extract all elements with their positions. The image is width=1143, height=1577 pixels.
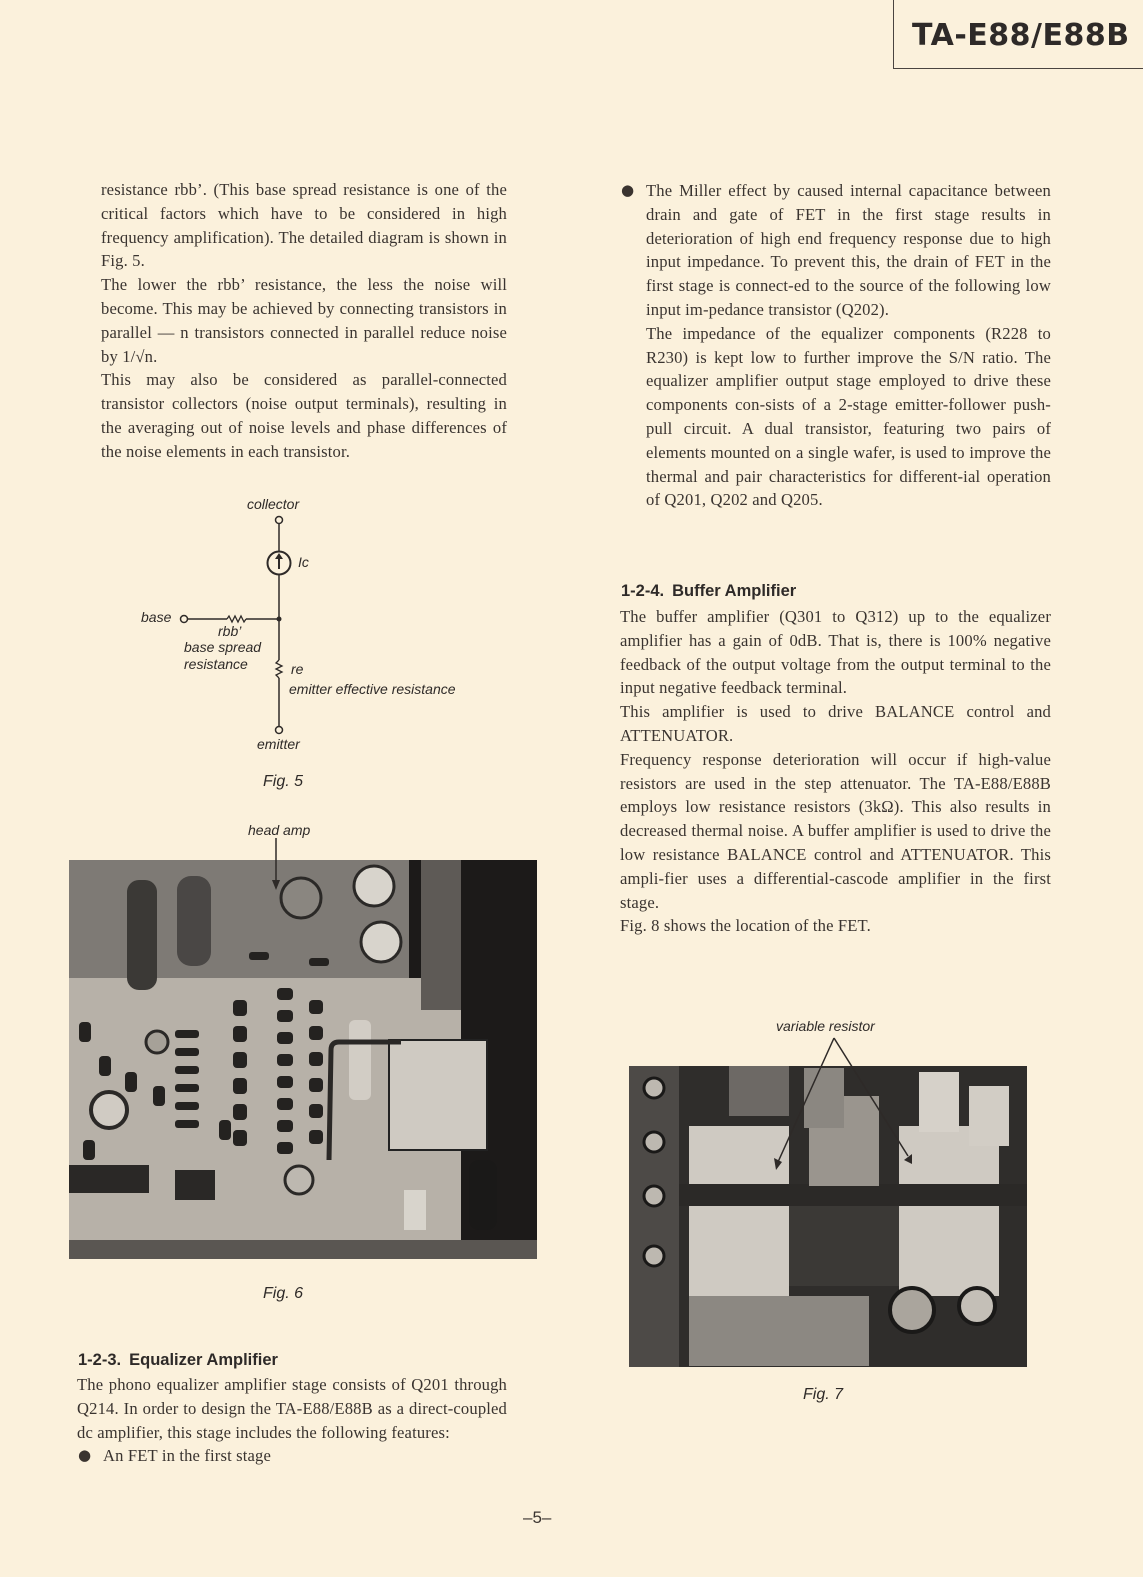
re-resistor-icon (276, 660, 282, 678)
paragraph: The phono equalizer amplifier stage consists of Q201 through Q214. In order to design the TA-E88/E88B as a direct-coupled dc amplifier, this stage includes the following features: (77, 1375, 507, 1442)
bullet-item (77, 1444, 507, 1468)
emitter-effective-label: emitter effective resistance (289, 681, 456, 697)
paragraph: The lower the rbb’ resistance, the less the noise will become. This may be achieved by connecting transistors in parallel — n transistors connected in parallel reduce noise by 1/√n. (101, 275, 507, 366)
right-column-text (620, 179, 1051, 512)
bullet-item (620, 179, 1051, 322)
paragraph: This amplifier is used to drive BALANCE control and ATTENUATOR. (620, 702, 1051, 745)
variable-resistor-pointers (770, 1036, 970, 1176)
collector-terminal (276, 517, 283, 524)
re-label: re (291, 661, 304, 677)
section-title: Buffer Amplifier (672, 582, 797, 600)
paragraph: Fig. 8 shows the location of the FET. (620, 916, 871, 936)
paragraph: The impedance of the equalizer components (R228 to R230) is kept low to further improve the S/N ratio. The equalizer amplifier output stage employed to drive these components con-sists of a 2-stage emitter-follower push-pull circuit. A dual transistor, featuring two pairs of elements mounted on a single wafer, is used to improve the thermal and pair characteristics for different-ial operation of Q201, Q202 and Q205. (646, 323, 1051, 510)
bullet-text: The Miller effect by caused internal capacitance between drain and gate of FET in the first stage results in deterioration of high end frequency response due to high input impedance. To prevent this, the drain of FET in the first stage is connect-ed to the source of the following low input im-pedance transistor (Q202). (646, 181, 1051, 319)
equalizer-text (77, 1373, 507, 1468)
fig6-photo-circuit-board (69, 860, 537, 1259)
bullet-icon: ● (621, 181, 635, 199)
head-amp-pointer (270, 838, 290, 898)
section-title: Equalizer Amplifier (129, 1351, 278, 1369)
section-heading-equalizer (78, 1351, 278, 1370)
fig7-caption: Fig. 7 (803, 1386, 844, 1403)
paragraph: resistance rbb’. (This base spread resistance is one of the critical factors which have to be considered in high frequency amplification). The detailed diagram is shown in Fig. 5. (101, 180, 507, 271)
emitter-terminal (276, 727, 283, 734)
base-terminal (181, 616, 188, 623)
head-amp-label: head amp (248, 822, 311, 838)
paragraph: The buffer amplifier (Q301 to Q312) up to the equalizer amplifier has a gain of 0dB. That is, there is 100% negative feedback of the output voltage from the output terminal to the input negative feedback terminal. (620, 607, 1051, 698)
buffer-text (620, 605, 1051, 938)
ic-label: Ic (298, 554, 309, 570)
bullet-text: An FET in the first stage (103, 1446, 271, 1466)
page-number: –5– (523, 1508, 552, 1527)
variable-resistor-label: variable resistor (776, 1018, 875, 1034)
base-spread-label: base spread (184, 639, 262, 655)
collector-label: collector (247, 496, 300, 512)
emitter-label: emitter (257, 736, 300, 752)
rbb-resistor-icon (227, 616, 246, 622)
page-header-model: TA-E88/E88B (912, 18, 1130, 53)
paragraph: This may also be considered as parallel-connected transistor collectors (noise output terminals), resulting in the averaging out of noise levels and phase differences of the noise elements in each transistor. (101, 370, 507, 461)
rbb-label: rbb’ (218, 623, 242, 639)
fig5-caption: Fig. 5 (263, 773, 304, 790)
resistance-label: resistance (184, 656, 248, 672)
section-number: 1-2-3. (78, 1351, 122, 1369)
bullet-icon: ● (78, 1446, 92, 1465)
paragraph: Frequency response deterioration will occur if high-value resistors are used in the step attenuator. The TA-E88/E88B employs low resistance resistors (3kΩ). This also results in decreased thermal noise. A buffer amplifier is used to drive the low resistance BALANCE control and ATTENUATOR. This ampli-fier uses a differential-cascode amplifier in the first stage. (620, 749, 1051, 912)
base-label: base (141, 609, 172, 625)
fig6-caption: Fig. 6 (263, 1285, 304, 1302)
section-number: 1-2-4. (621, 582, 665, 600)
section-heading-buffer (621, 582, 796, 601)
